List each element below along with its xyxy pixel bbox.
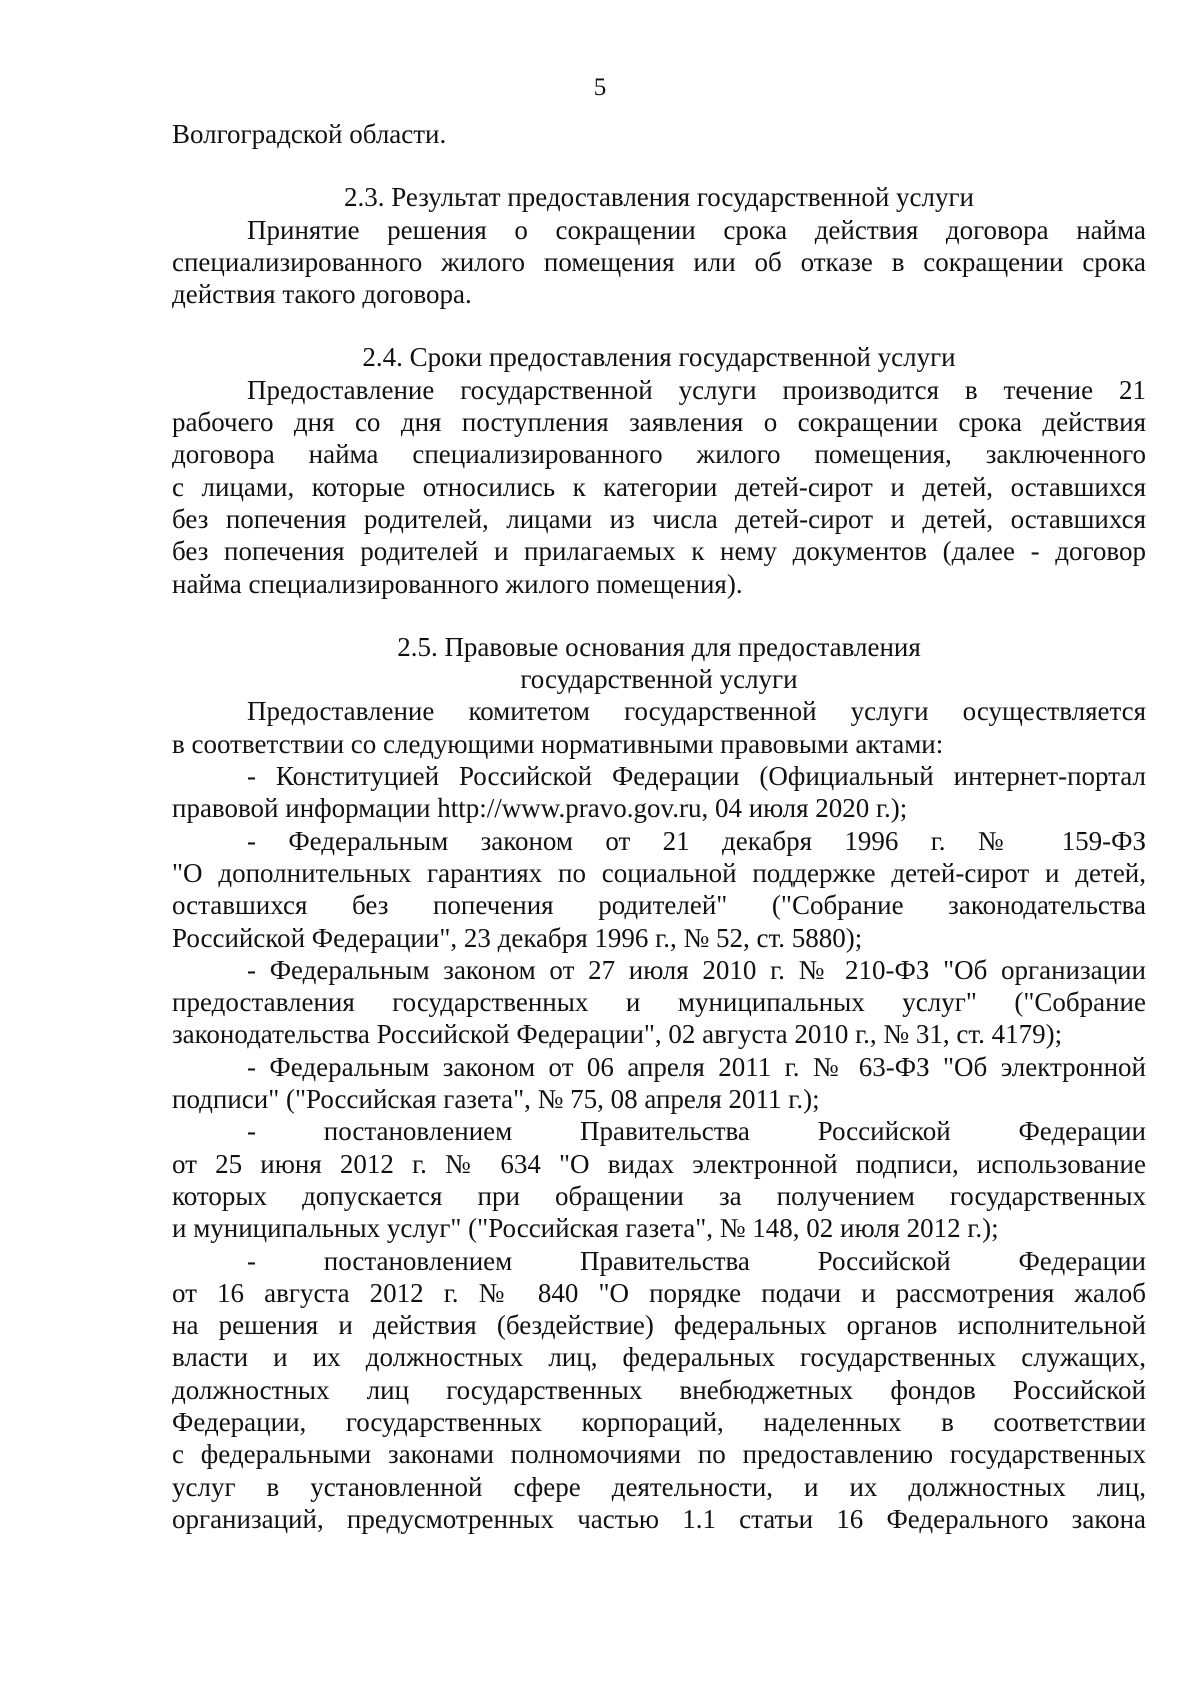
text-line: с лицами, которые относились к категории детей-сирот и детей, оставшихся bbox=[172, 471, 1146, 502]
section-heading-2-5: 2.5. Правовые основания для предоставления bbox=[397, 631, 921, 662]
text-line: Предоставление государственной услуги производится в течение 21 bbox=[247, 374, 1146, 405]
text-line: без попечения родителей и прилагаемых к нему документов (далее - договор bbox=[172, 536, 1146, 567]
text-line: специализированного жилого помещения или об отказе в сокращении срока bbox=[172, 246, 1146, 277]
section-heading-2-3: 2.3. Результат предоставления государственной услуги bbox=[343, 182, 975, 213]
paragraph-gap bbox=[172, 310, 1146, 341]
text-line: в соответствии со следующими нормативными правовыми актами: bbox=[172, 728, 944, 759]
text-line: от 16 августа 2012 г. № 840 "О порядке подачи и рассмотрения жалоб bbox=[172, 1277, 1146, 1308]
text-line: и муниципальных услуг" ("Российская газета", № 148, 02 июля 2012 г.); bbox=[172, 1213, 999, 1244]
text-line: найма специализированного жилого помещения). bbox=[172, 568, 743, 599]
text-line: правовой информации http://www.pravo.gov.ru, 04 июля 2020 г.); bbox=[172, 793, 908, 824]
text-line: договора найма специализированного жилого помещения, заключенного bbox=[172, 439, 1146, 470]
text-line: Федерации, государственных корпораций, наделенных в соответствии bbox=[172, 1406, 1146, 1437]
text-line: подписи" ("Российская газета", № 75, 08 апреля 2011 г.); bbox=[172, 1084, 820, 1115]
section-heading-2-4: 2.4. Сроки предоставления государственной услуги bbox=[362, 342, 956, 373]
section-heading-2-5-cont: государственной услуги bbox=[520, 664, 798, 695]
text-line: на решения и действия (бездействие) федеральных органов исполнительной bbox=[172, 1310, 1146, 1341]
text-line: рабочего дня со дня поступления заявления о сокращении срока действия bbox=[172, 407, 1146, 438]
text-line: действия такого договора. bbox=[172, 279, 472, 310]
text-line: от 25 июня 2012 г. № 634 "О видах электронной подписи, использование bbox=[172, 1148, 1146, 1179]
list-item-line: - Федеральным законом от 21 декабря 1996 г. № 159-ФЗ bbox=[247, 825, 1146, 856]
text-line: должностных лиц государственных внебюджетных фондов Российской bbox=[172, 1374, 1146, 1405]
text-line: законодательства Российской Федерации", 02 августа 2010 г., № 31, ст. 4179); bbox=[172, 1019, 1063, 1050]
text-line: Российской Федерации", 23 декабря 1996 г., № 52, ст. 5880); bbox=[172, 922, 863, 953]
list-item-line: - постановлением Правительства Российской Федерации bbox=[247, 1116, 1146, 1147]
list-item-line: - Федеральным законом от 27 июля 2010 г. № 210-ФЗ "Об организации bbox=[247, 954, 1146, 985]
page-number: 5 bbox=[593, 74, 607, 101]
list-item-line: - Федеральным законом от 06 апреля 2011 г. № 63-ФЗ "Об электронной bbox=[247, 1051, 1146, 1082]
document-body bbox=[172, 118, 1146, 1535]
list-item-line: - постановлением Правительства Российской Федерации bbox=[247, 1245, 1146, 1276]
text-line: без попечения родителей, лицами из числа детей-сирот и детей, оставшихся bbox=[172, 503, 1146, 534]
list-item-line: - Конституцией Российской Федерации (Официальный интернет-портал bbox=[247, 761, 1146, 792]
text-line: "О дополнительных гарантиях по социальной поддержке детей-сирот и детей, bbox=[172, 857, 1146, 888]
text-line: Предоставление комитетом государственной услуги осуществляется bbox=[247, 696, 1146, 727]
text-line: Принятие решения о сокращении срока действия договора найма bbox=[247, 214, 1146, 245]
paragraph-gap bbox=[172, 150, 1146, 181]
text-line: которых допускается при обращении за получением государственных bbox=[172, 1180, 1146, 1211]
text-line: предоставления государственных и муниципальных услуг" ("Собрание bbox=[172, 987, 1146, 1018]
text-line: власти и их должностных лиц, федеральных государственных служащих, bbox=[172, 1342, 1146, 1373]
text-line: оставшихся без попечения родителей" ("Собрание законодательства bbox=[172, 890, 1146, 921]
text-line: организаций, предусмотренных частью 1.1 статьи 16 Федерального закона bbox=[172, 1503, 1146, 1534]
text-line: услуг в установленной сфере деятельности, и их должностных лиц, bbox=[172, 1471, 1146, 1502]
text-line: Волгоградской области. bbox=[172, 119, 447, 149]
paragraph-gap bbox=[172, 600, 1146, 631]
text-line: с федеральными законами полномочиями по предоставлению государственных bbox=[172, 1439, 1146, 1470]
